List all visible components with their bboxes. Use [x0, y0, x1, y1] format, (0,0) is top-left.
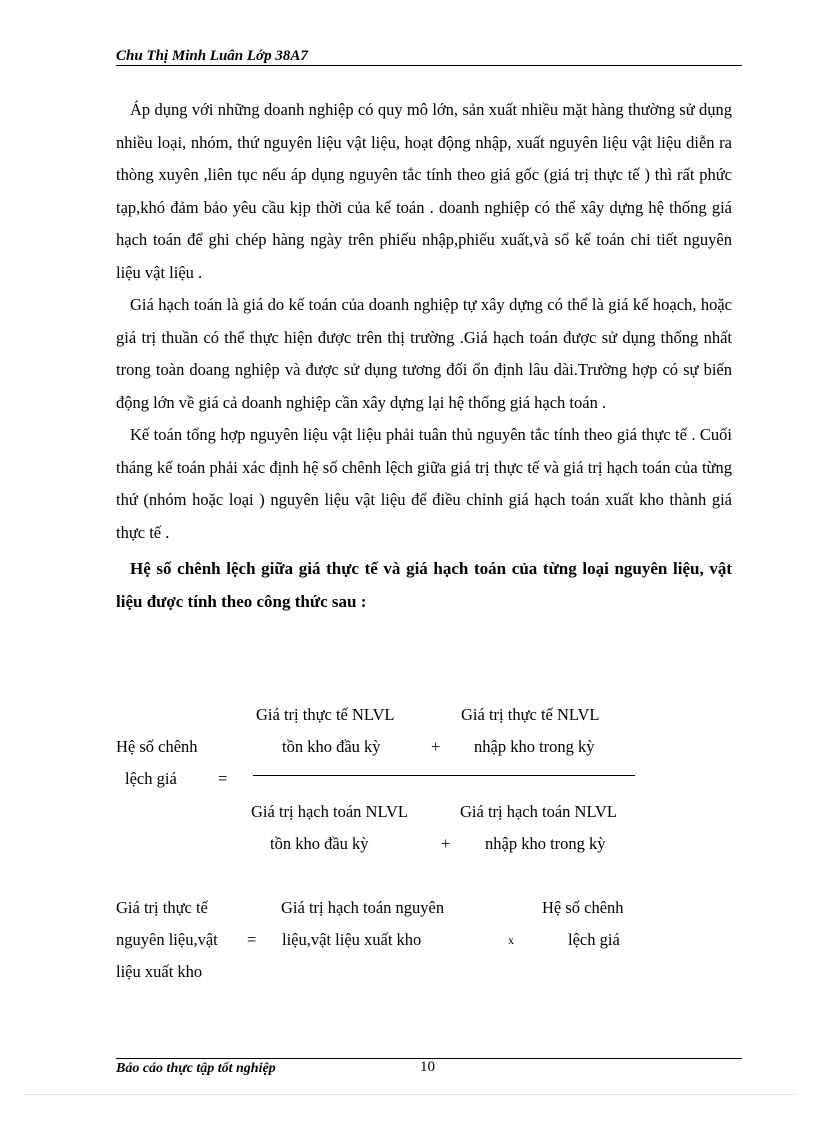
- formula2-times: x: [508, 933, 514, 947]
- formula1-equals: =: [218, 769, 228, 788]
- paragraph-3: Kế toán tổng hợp nguyên liệu vật liệu phải tuân thủ nguyên tắc tính theo giá thực tế . Cuối tháng kế toán phải xác định hệ số chênh lệch giữa giá trị thực tế và giá trị hạch toán của từng thứ (nhóm hoặc loại ) nguyên liệu vật liệu để điều chỉnh giá hạch toán xuất kho thành giá thực tế .: [116, 425, 732, 542]
- formula2-rhs-line1: Hệ số chênh: [542, 898, 624, 917]
- formula1-den-b-line1: Giá trị hạch toán NLVL: [460, 802, 618, 821]
- formula1-lhs-line2: lệch giá: [125, 769, 177, 788]
- fraction-bar: [253, 775, 635, 776]
- formula1-num-b-line2: nhập kho trong kỳ: [474, 737, 595, 756]
- formula1-num-b-line1: Giá trị thực tế NLVL: [461, 705, 600, 724]
- formula1-den-a-line2: tồn kho đầu kỳ: [270, 834, 369, 853]
- formula2-lhs-line2: nguyên liệu,vật: [116, 930, 218, 949]
- paragraph-1: Áp dụng với những doanh nghiệp có quy mô lớn, sản xuất nhiều mặt hàng thường sử dụng nhiều loại, nhóm, thứ nguyên liệu vật liệu, hoạt động nhập, xuất nguyên liệu vật liệu diễn ra thòng xuyên ,liên tục nếu áp dụng nguyên tắc tính theo giá gốc (giá trị thực tế ) thì rất phức tạp,khó đảm bảo yêu cầu kịp thời của kế toán . doanh nghiệp có thể xây dựng hệ thống giá hạch toán để ghi chép hàng ngày trên phiếu nhập,phiếu xuất,và sổ kế toán chi tiết nguyên liệu vật liệu .: [116, 100, 732, 282]
- formula2-rhs-line2: lệch giá: [568, 930, 620, 949]
- formula1-den-a-line1: Giá trị hạch toán NLVL: [251, 802, 409, 821]
- page-bottom-border: [25, 1094, 795, 1095]
- page-header: Chu Thị Minh Luân Lớp 38A7: [116, 47, 742, 66]
- formula1-num-a-line2: tồn kho đầu kỳ: [282, 737, 381, 756]
- formula2-equals: =: [247, 930, 257, 949]
- formula2-mid-line2: liệu,vật liệu xuất kho: [282, 930, 422, 949]
- paragraph-2: Giá hạch toán là giá do kế toán của doanh nghiệp tự xây dựng có thể là giá kế hoạch, hoặc giá trị thuần có thể thực hiện được trên thị trường .Giá hạch toán được sử dụng thống nhất trong toàn doang nghiệp và được sử dụng tương đối ổn định lâu dài.Trường hợp có sự biến động lớn về giá cả doanh nghiệp cần xây dựng lại hệ thống giá hạch toán .: [116, 295, 732, 412]
- formula1-lhs-line1: Hệ số chênh: [116, 737, 198, 756]
- formula1-num-a-line1: Giá trị thực tế NLVL: [256, 705, 395, 724]
- body-text: [116, 94, 732, 618]
- formula2-lhs-line3: liệu xuất kho: [116, 962, 203, 981]
- page-footer: Báo cáo thực tập tốt nghiệp: [116, 1061, 276, 1076]
- formula1-num-plus: +: [431, 737, 441, 756]
- formula2-lhs-line1: Giá trị thực tế: [116, 898, 208, 917]
- formula1-den-plus: +: [441, 834, 451, 853]
- formula1-den-b-line2: nhập kho trong kỳ: [485, 834, 606, 853]
- formula2-mid-line1: Giá trị hạch toán nguyên: [281, 898, 445, 917]
- formula-intro: Hệ số chênh lệch giữa giá thực tế và giá hạch toán của từng loại nguyên liệu, vật liệu được tính theo công thức sau :: [116, 559, 732, 611]
- page-number: 10: [420, 1059, 435, 1075]
